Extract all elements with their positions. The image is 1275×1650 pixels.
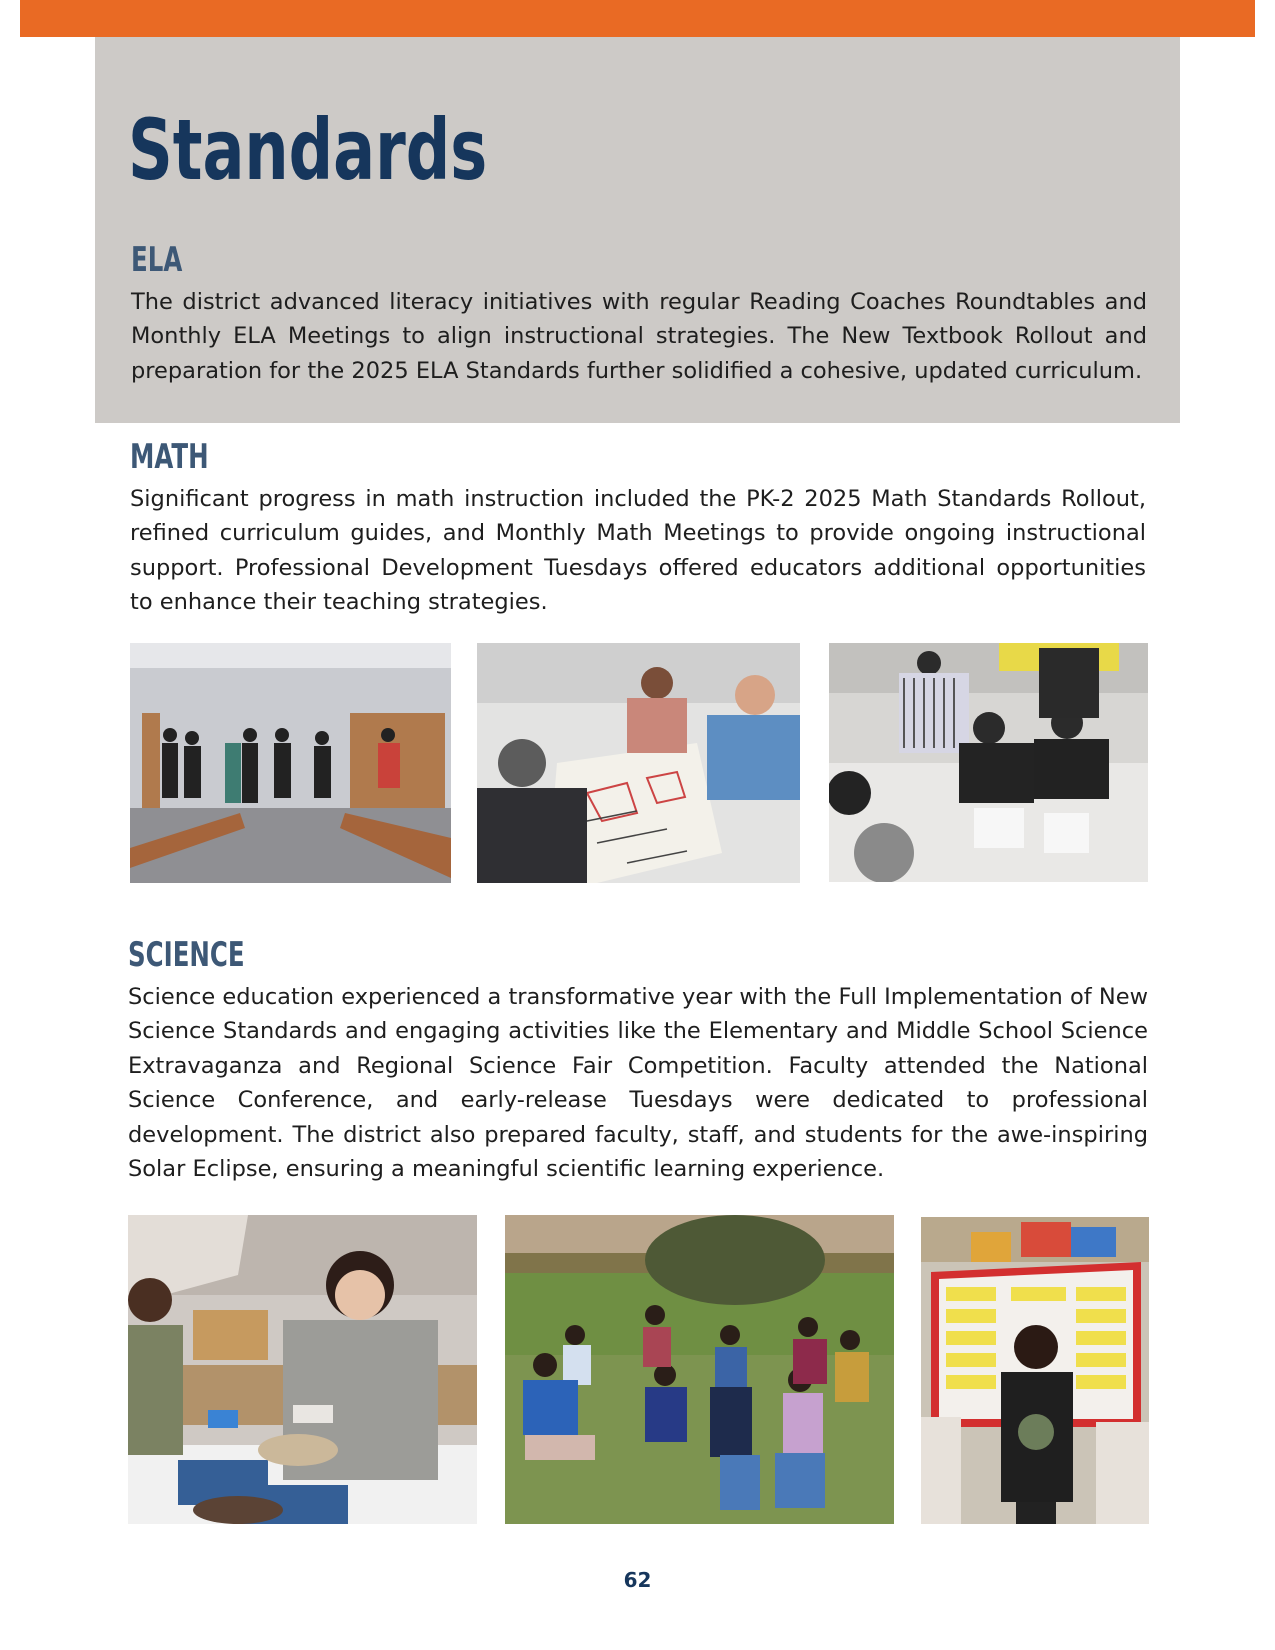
math-heading: MATH xyxy=(130,437,209,477)
science-body: Science education experienced a transformative year with the Full Implementation of New Science Standards and engaging activities like the Elementary and Middle School Science Extravaganza and Regional Science Fair Competition. Faculty attended the National Science Conference, and early-release Tuesdays were dedicated to professional development. The district also prepared faculty, staff, and students for the awe-inspiring Solar Eclipse, ensuring a meaningful scientific learning experience. xyxy=(128,984,1148,1183)
science-heading: SCIENCE xyxy=(128,935,245,975)
math-photo-meeting-room xyxy=(130,643,451,883)
science-photo-solar-eclipse xyxy=(505,1215,894,1524)
top-accent-bar xyxy=(20,0,1255,37)
page-title: Standards xyxy=(128,101,488,199)
math-body: Significant progress in math instruction included the PK-2 2025 Math Standards Rollout, refined curriculum guides, and Monthly Math Meetings to provide ongoing instructional support. Professional Development Tuesdays offered educators additional opportunities to enhance their teaching strategies. xyxy=(130,486,1146,616)
science-photo-science-fair xyxy=(921,1217,1149,1524)
ela-body: The district advanced literacy initiatives with regular Reading Coaches Roundtables and Monthly ELA Meetings to align instructional strategies. The New Textbook Rollout and preparation for the 2025 ELA Standards further solidified a cohesive, updated curriculum. xyxy=(131,289,1147,384)
math-photo-worksheets xyxy=(829,643,1148,882)
ela-heading: ELA xyxy=(131,240,183,280)
math-photo-teachers-chart xyxy=(477,643,800,883)
science-photo-dissection xyxy=(128,1215,477,1524)
page-number: 62 xyxy=(623,1568,652,1592)
